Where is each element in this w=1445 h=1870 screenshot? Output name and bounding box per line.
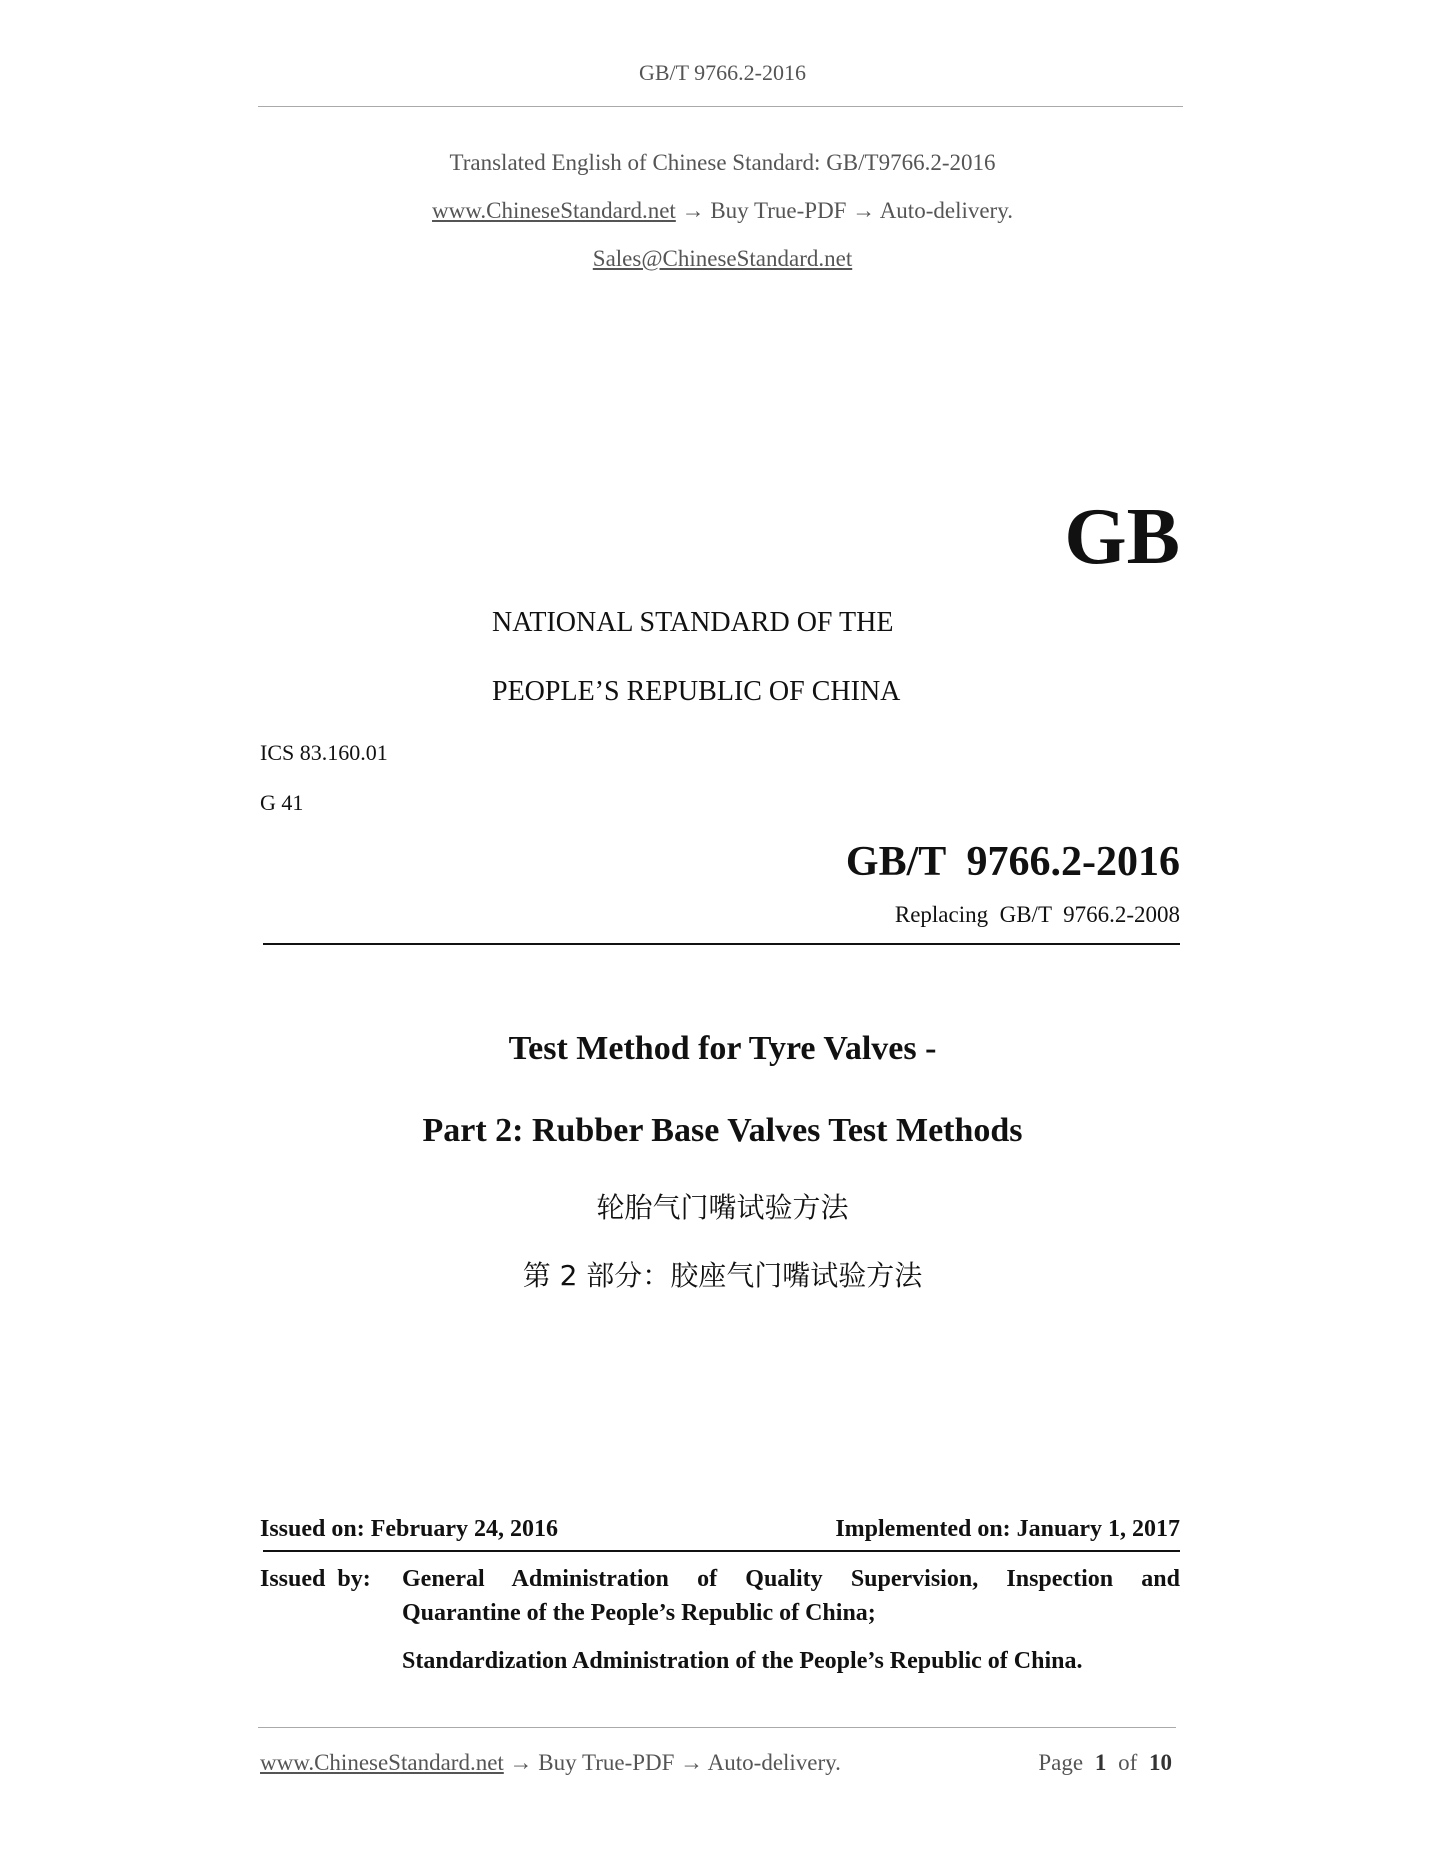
- page-indicator: [930, 1750, 1172, 1776]
- title-en-line-1: Test Method for Tyre Valves -: [508, 1030, 937, 1067]
- site-link[interactable]: www.ChineseStandard.net: [432, 198, 676, 223]
- page-label: Page: [1038, 1750, 1084, 1775]
- title-divider: [263, 943, 1180, 945]
- email-link[interactable]: Sales@ChineseStandard.net: [592, 246, 853, 271]
- running-header: GB/T 9766.2-2016: [638, 60, 807, 85]
- implemented-on: Implemented on: January 1, 2017: [835, 1516, 1180, 1542]
- footer-divider: [258, 1727, 1176, 1728]
- title-cn-line-1: 轮胎气门嘴试验方法: [596, 1191, 849, 1224]
- issued-by-line-2: Quarantine of the People’s Republic of China;: [402, 1600, 876, 1626]
- gb-mark: GB: [1064, 493, 1180, 581]
- national-standard-line-1: NATIONAL STANDARD OF THE: [492, 607, 894, 638]
- issued-on: Issued on: February 24, 2016: [260, 1516, 559, 1542]
- header-divider: [258, 106, 1183, 107]
- page-total: 10: [1149, 1750, 1172, 1775]
- issued-by-label: Issued by:: [260, 1566, 371, 1592]
- footer-site-link[interactable]: www.ChineseStandard.net: [260, 1750, 504, 1775]
- issued-by-line-3: Standardization Administration of the People’s Republic of China.: [402, 1648, 1083, 1674]
- title-en-line-2: Part 2: Rubber Base Valves Test Methods: [422, 1112, 1023, 1149]
- issue-divider: [263, 1550, 1180, 1552]
- of-label: of: [1118, 1750, 1138, 1775]
- page-number: 1: [1094, 1750, 1107, 1775]
- promo-line: Translated English of Chinese Standard: GB/T9766.2-2016: [449, 150, 996, 175]
- ccs-code: G 41: [260, 790, 304, 815]
- footer-promo: [260, 1750, 841, 1776]
- promo-line-2: [0, 198, 1445, 224]
- ics-code: ICS 83.160.01: [260, 740, 388, 765]
- standard-number: GB/T 9766.2-2016: [845, 839, 1180, 885]
- email-row: [0, 246, 1445, 272]
- replacing-standard: Replacing GB/T 9766.2-2008: [894, 902, 1180, 927]
- issued-by-line-1: General Administration of Quality Supervision, Inspection and: [402, 1566, 1180, 1592]
- promo-buy-text: → Buy True-PDF → Auto-delivery.: [681, 198, 1013, 223]
- footer-buy-text: → Buy True-PDF → Auto-delivery.: [509, 1750, 841, 1775]
- national-standard-line-2: PEOPLE’S REPUBLIC OF CHINA: [492, 676, 901, 707]
- title-cn-line-2: 第 2 部分：胶座气门嘴试验方法: [522, 1259, 923, 1292]
